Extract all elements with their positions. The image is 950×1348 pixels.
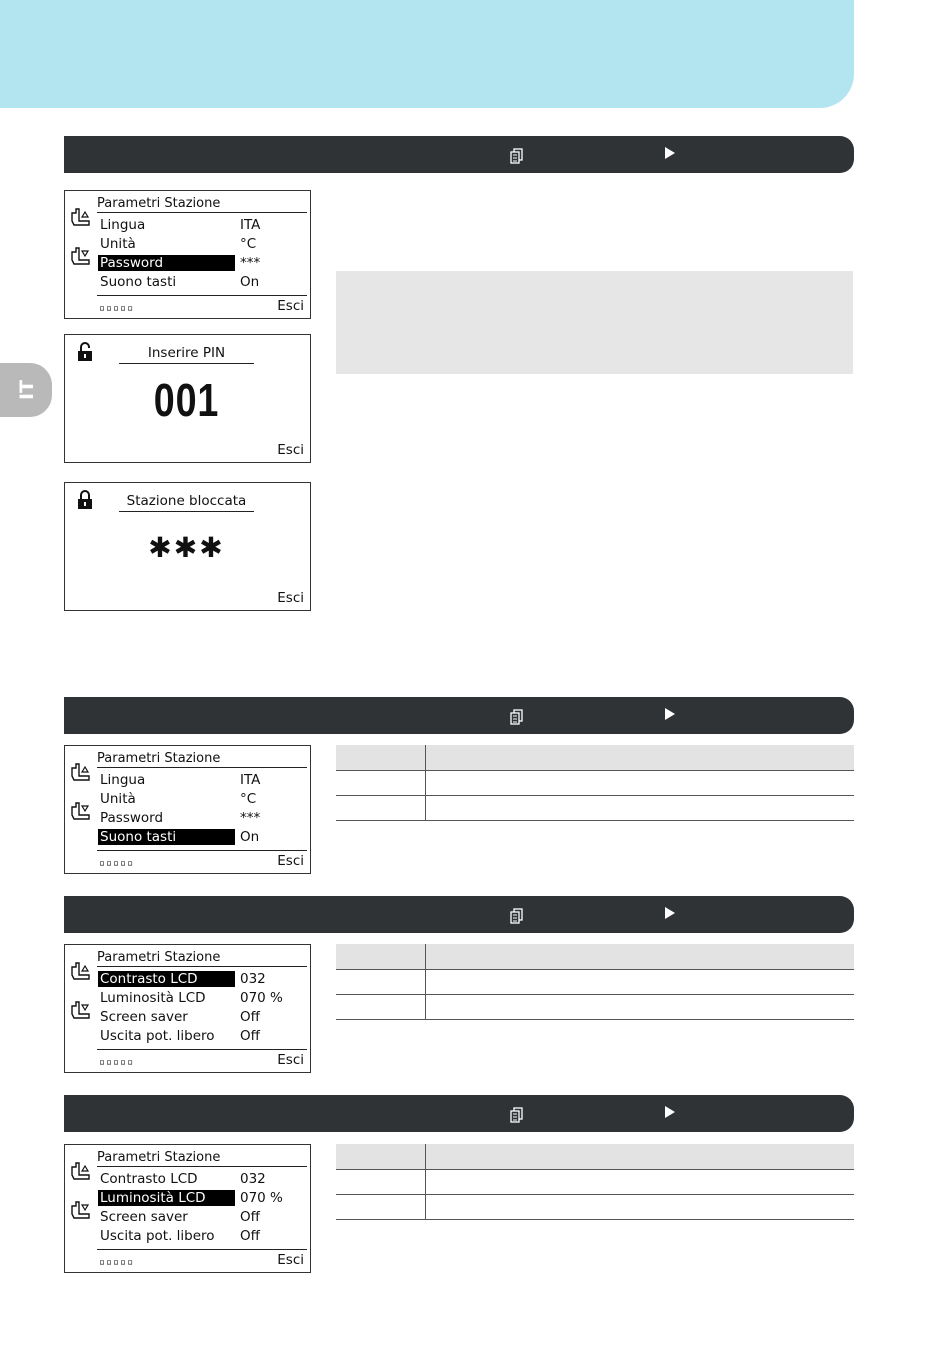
lcd-divider <box>97 1049 307 1050</box>
lcd-page-dots: ▫▫▫▫▫ <box>99 1257 135 1268</box>
hand-up-icon <box>70 961 92 981</box>
lcd-divider <box>97 1249 307 1250</box>
lcd-row-value: Off <box>240 1009 260 1025</box>
lcd-title: Parametri Stazione <box>97 950 221 965</box>
hand-down-icon <box>70 246 92 266</box>
lcd-row-value: 032 <box>240 1171 266 1187</box>
lcd-title: Parametri Stazione <box>97 751 221 766</box>
lcd-row-value: On <box>240 829 260 845</box>
table-row-divider <box>336 1194 854 1195</box>
table-column-divider <box>425 944 426 1019</box>
lcd-divider <box>97 212 307 213</box>
hand-up-icon <box>70 1161 92 1181</box>
table-row-divider <box>336 994 854 995</box>
lcd-row-value: °C <box>240 791 257 807</box>
play-arrow-icon <box>665 907 675 919</box>
lcd-row-label: Suono tasti <box>98 829 235 845</box>
lcd-row-label: Lingua <box>100 772 146 788</box>
play-arrow-icon <box>665 1106 675 1118</box>
hand-down-icon <box>70 1200 92 1220</box>
lcd-page-dots: ▫▫▫▫▫ <box>99 303 135 314</box>
lcd-row-value: 070 % <box>240 990 283 1006</box>
lcd-row-value: *** <box>240 255 261 271</box>
menu-pages-icon <box>510 908 524 924</box>
lcd-row-label: Password <box>98 255 235 271</box>
lcd-screen-key-sound <box>64 745 311 874</box>
locked-title: Stazione bloccata <box>126 493 247 509</box>
menu-pages-icon <box>510 709 524 725</box>
lcd-row-value: Off <box>240 1209 260 1225</box>
lcd-row-label: Lingua <box>100 217 146 233</box>
unlocked-padlock-icon <box>77 342 93 362</box>
lcd-row-value: ITA <box>240 217 261 233</box>
lcd-divider <box>97 850 307 851</box>
lcd-divider <box>97 295 307 296</box>
lcd-row-label: Unità <box>100 236 136 252</box>
lcd-divider <box>97 1166 307 1167</box>
lcd-row-value: Off <box>240 1028 260 1044</box>
locked-padlock-icon <box>77 490 93 510</box>
lcd-row-value: 070 % <box>240 1190 283 1206</box>
hand-down-icon <box>70 1000 92 1020</box>
table-row-divider <box>336 1219 854 1220</box>
lcd-screen-station-locked <box>64 482 311 611</box>
lcd-screen-pin-entry <box>64 334 311 463</box>
lcd-title: Parametri Stazione <box>97 196 221 211</box>
hand-down-icon <box>70 801 92 821</box>
lcd-row-label: Contrasto LCD <box>100 1171 198 1187</box>
lcd-exit-label: Esci <box>277 1252 304 1268</box>
table-header <box>336 944 854 969</box>
lcd-page-dots: ▫▫▫▫▫ <box>99 1057 135 1068</box>
lcd-row-label: Unità <box>100 791 136 807</box>
lcd-screen-password <box>64 190 311 319</box>
lcd-exit-label: Esci <box>277 298 304 314</box>
menu-pages-icon <box>510 148 524 164</box>
lcd-row-label: Screen saver <box>100 1009 188 1025</box>
table-row-divider <box>336 795 854 796</box>
lcd-row-label: Luminosità LCD <box>98 1190 235 1206</box>
table-row-divider <box>336 1169 854 1170</box>
lcd-divider <box>119 511 254 512</box>
pin-value: 001 <box>153 374 220 426</box>
language-tab-label: IT <box>16 379 38 401</box>
lcd-exit-label: Esci <box>277 853 304 869</box>
lcd-row-value: 032 <box>240 971 266 987</box>
note-box <box>336 271 853 374</box>
table-header <box>336 745 854 770</box>
pin-title: Inserire PIN <box>147 345 226 361</box>
lcd-screen-lcd-contrast <box>64 944 311 1073</box>
lcd-exit-label: Esci <box>277 1052 304 1068</box>
section-header-bar-key-sound <box>64 697 854 734</box>
lcd-exit-label: Esci <box>277 590 304 606</box>
lcd-divider <box>97 966 307 967</box>
lcd-row-label: Luminosità LCD <box>100 990 206 1006</box>
lcd-page-dots: ▫▫▫▫▫ <box>99 858 135 869</box>
table-row-divider <box>336 820 854 821</box>
lcd-row-label: Screen saver <box>100 1209 188 1225</box>
table-column-divider <box>425 1144 426 1219</box>
section-header-bar-lcd-brightness <box>64 1095 854 1132</box>
table-row-divider <box>336 1019 854 1020</box>
table-row-divider <box>336 770 854 771</box>
hand-up-icon <box>70 762 92 782</box>
language-side-tab <box>0 363 52 417</box>
lcd-row-value: ITA <box>240 772 261 788</box>
play-arrow-icon <box>665 708 675 720</box>
lcd-row-label: Uscita pot. libero <box>100 1228 215 1244</box>
lcd-row-value: °C <box>240 236 257 252</box>
lcd-divider <box>97 767 307 768</box>
lcd-row-value: *** <box>240 810 261 826</box>
menu-pages-icon <box>510 1107 524 1123</box>
lcd-row-label: Password <box>100 810 164 826</box>
lcd-row-value: On <box>240 274 260 290</box>
lcd-row-label: Uscita pot. libero <box>100 1028 215 1044</box>
lcd-row-value: Off <box>240 1228 260 1244</box>
lcd-title: Parametri Stazione <box>97 1150 221 1165</box>
table-row-divider <box>336 969 854 970</box>
top-banner <box>0 0 854 108</box>
table-column-divider <box>425 745 426 820</box>
masked-pin: ✱✱✱ <box>148 531 225 564</box>
section-header-bar-password <box>64 136 854 173</box>
section-header-bar-lcd-contrast <box>64 896 854 933</box>
lcd-row-label: Contrasto LCD <box>98 971 235 987</box>
lcd-exit-label: Esci <box>277 442 304 458</box>
play-arrow-icon <box>665 147 675 159</box>
lcd-screen-lcd-brightness <box>64 1144 311 1273</box>
lcd-divider <box>119 363 254 364</box>
lcd-row-label: Suono tasti <box>100 274 177 290</box>
table-header <box>336 1144 854 1169</box>
hand-up-icon <box>70 207 92 227</box>
